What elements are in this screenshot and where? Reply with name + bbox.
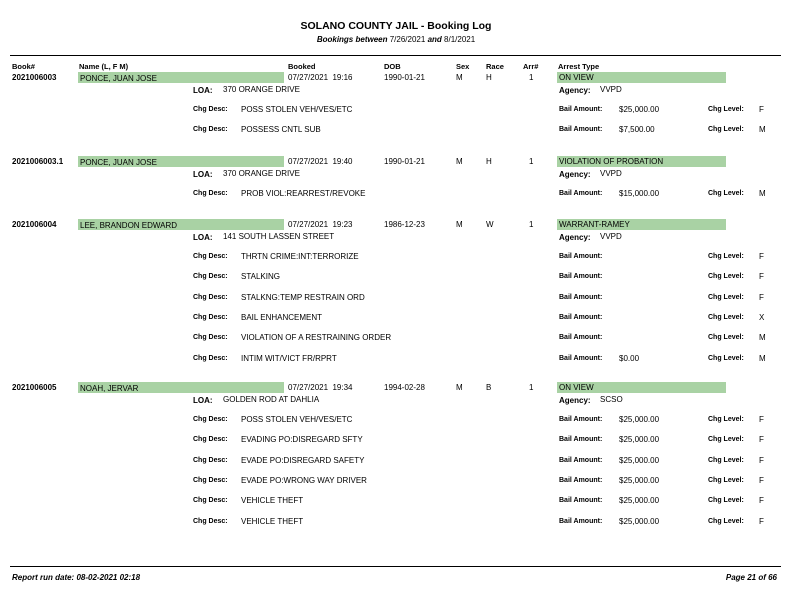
sex: M xyxy=(456,383,463,392)
charge-description: INTIM WIT/VICT FR/RPRT xyxy=(241,354,337,363)
charge-level: X xyxy=(759,313,765,322)
footer-rule xyxy=(10,566,781,567)
agency-value: VVPD xyxy=(600,232,622,241)
agency-value: VVPD xyxy=(600,169,622,178)
charge-description: PROB VIOL:REARREST/REVOKE xyxy=(241,189,366,198)
bail-amount: $25,000.00 xyxy=(619,496,660,505)
chg-desc-label: Chg Desc: xyxy=(193,518,228,525)
charge-description: BAIL ENHANCEMENT xyxy=(241,313,323,322)
book-number: 2021006003 xyxy=(12,73,57,82)
bail-amount-label: Bail Amount: xyxy=(559,273,603,280)
chg-level-label: Chg Level: xyxy=(708,334,744,341)
bail-amount-label: Bail Amount: xyxy=(559,126,603,133)
chg-desc-label: Chg Desc: xyxy=(193,436,228,443)
bail-amount: $15,000.00 xyxy=(619,189,660,198)
report-run-date: Report run date: 08-02-2021 02:18 xyxy=(12,573,141,582)
loa-label: LOA: xyxy=(193,396,213,405)
chg-desc-label: Chg Desc: xyxy=(193,253,228,260)
chg-desc-label: Chg Desc: xyxy=(193,477,228,484)
bail-amount-label: Bail Amount: xyxy=(559,294,603,301)
date-from: 7/26/2021 xyxy=(389,35,426,44)
col-name: Name (L, F M) xyxy=(79,62,129,71)
chg-level-label: Chg Level: xyxy=(708,253,744,260)
inmate-name: NOAH, JERVAR xyxy=(80,384,139,393)
bail-amount: $25,000.00 xyxy=(619,435,660,444)
charge-description: POSSESS CNTL SUB xyxy=(241,125,321,134)
chg-desc-label: Chg Desc: xyxy=(193,457,228,464)
race: H xyxy=(486,157,492,166)
chg-level-label: Chg Level: xyxy=(708,106,744,113)
arrest-number: 1 xyxy=(529,383,534,392)
agency-label: Agency: xyxy=(559,233,591,242)
sex: M xyxy=(456,220,463,229)
dob: 1994-02-28 xyxy=(384,383,425,392)
charge-level: F xyxy=(759,435,764,444)
bail-amount: $0.00 xyxy=(619,354,640,363)
charge-level: M xyxy=(759,333,766,342)
bail-amount-label: Bail Amount: xyxy=(559,190,603,197)
bail-amount: $25,000.00 xyxy=(619,476,660,485)
chg-desc-label: Chg Desc: xyxy=(193,497,228,504)
col-book: Book# xyxy=(12,62,35,71)
charge-description: POSS STOLEN VEH/VES/ETC xyxy=(241,415,353,424)
bail-amount-label: Bail Amount: xyxy=(559,416,603,423)
bail-amount-label: Bail Amount: xyxy=(559,106,603,113)
sex: M xyxy=(456,73,463,82)
chg-desc-label: Chg Desc: xyxy=(193,334,228,341)
race: W xyxy=(486,220,494,229)
bail-amount-label: Bail Amount: xyxy=(559,457,603,464)
loa-label: LOA: xyxy=(193,233,213,242)
booked-datetime: 07/27/2021 19:40 xyxy=(288,157,353,166)
booked-datetime: 07/27/2021 19:23 xyxy=(288,220,353,229)
chg-level-label: Chg Level: xyxy=(708,314,744,321)
charge-description: THRTN CRIME:INT:TERRORIZE xyxy=(241,252,359,261)
charge-description: EVADING PO:DISREGARD SFTY xyxy=(241,435,363,444)
col-sex: Sex xyxy=(456,62,470,71)
report-subtitle xyxy=(0,35,792,44)
chg-desc-label: Chg Desc: xyxy=(193,106,228,113)
chg-level-label: Chg Level: xyxy=(708,355,744,362)
charge-level: F xyxy=(759,496,764,505)
agency-label: Agency: xyxy=(559,170,591,179)
col-dob: DOB xyxy=(384,62,401,71)
booked-datetime: 07/27/2021 19:16 xyxy=(288,73,353,82)
chg-level-label: Chg Level: xyxy=(708,497,744,504)
chg-level-label: Chg Level: xyxy=(708,416,744,423)
charge-description: EVADE PO:WRONG WAY DRIVER xyxy=(241,476,367,485)
chg-level-label: Chg Level: xyxy=(708,477,744,484)
chg-level-label: Chg Level: xyxy=(708,126,744,133)
charge-level: M xyxy=(759,125,766,134)
bail-amount-label: Bail Amount: xyxy=(559,477,603,484)
sex: M xyxy=(456,157,463,166)
bail-amount-label: Bail Amount: xyxy=(559,334,603,341)
chg-desc-label: Chg Desc: xyxy=(193,314,228,321)
bail-amount-label: Bail Amount: xyxy=(559,355,603,362)
race: B xyxy=(486,383,492,392)
booked-datetime: 07/27/2021 19:34 xyxy=(288,383,353,392)
book-number: 2021006005 xyxy=(12,383,57,392)
charge-level: F xyxy=(759,105,764,114)
charge-level: F xyxy=(759,517,764,526)
loa-value: 141 SOUTH LASSEN STREET xyxy=(223,232,335,241)
charge-level: F xyxy=(759,293,764,302)
loa-label: LOA: xyxy=(193,170,213,179)
book-number: 2021006004 xyxy=(12,220,57,229)
col-booked: Booked xyxy=(288,62,316,71)
bail-amount: $25,000.00 xyxy=(619,456,660,465)
chg-desc-label: Chg Desc: xyxy=(193,190,228,197)
bail-amount: $25,000.00 xyxy=(619,415,660,424)
chg-desc-label: Chg Desc: xyxy=(193,294,228,301)
header-rule xyxy=(10,55,781,56)
charge-level: F xyxy=(759,476,764,485)
charge-level: F xyxy=(759,415,764,424)
chg-level-label: Chg Level: xyxy=(708,436,744,443)
bail-amount-label: Bail Amount: xyxy=(559,497,603,504)
inmate-name: PONCE, JUAN JOSE xyxy=(80,74,157,83)
chg-level-label: Chg Level: xyxy=(708,518,744,525)
agency-label: Agency: xyxy=(559,86,591,95)
agency-value: VVPD xyxy=(600,85,622,94)
loa-value: 370 ORANGE DRIVE xyxy=(223,169,300,178)
chg-level-label: Chg Level: xyxy=(708,273,744,280)
arrest-type: ON VIEW xyxy=(559,73,594,82)
chg-desc-label: Chg Desc: xyxy=(193,273,228,280)
charge-description: STALKNG:TEMP RESTRAIN ORD xyxy=(241,293,365,302)
charge-level: F xyxy=(759,456,764,465)
chg-desc-label: Chg Desc: xyxy=(193,355,228,362)
dob: 1990-01-21 xyxy=(384,73,425,82)
charge-description: VEHICLE THEFT xyxy=(241,496,304,505)
loa-label: LOA: xyxy=(193,86,213,95)
date-to: 8/1/2021 xyxy=(444,35,476,44)
arrest-number: 1 xyxy=(529,220,534,229)
chg-desc-label: Chg Desc: xyxy=(193,416,228,423)
subtitle-and: and xyxy=(427,35,442,44)
charge-description: POSS STOLEN VEH/VES/ETC xyxy=(241,105,353,114)
inmate-name: PONCE, JUAN JOSE xyxy=(80,158,157,167)
agency-label: Agency: xyxy=(559,396,591,405)
charge-level: F xyxy=(759,252,764,261)
charge-level: M xyxy=(759,354,766,363)
page-number: Page 21 of 66 xyxy=(725,573,777,582)
col-arrest-type: Arrest Type xyxy=(558,62,600,71)
inmate-name: LEE, BRANDON EDWARD xyxy=(80,221,178,230)
bail-amount: $7,500.00 xyxy=(619,125,655,134)
report-title: SOLANO COUNTY JAIL - Booking Log xyxy=(300,20,492,32)
agency-value: SCSO xyxy=(600,395,623,404)
arrest-number: 1 xyxy=(529,157,534,166)
bail-amount: $25,000.00 xyxy=(619,105,660,114)
charge-description: VEHICLE THEFT xyxy=(241,517,304,526)
charge-level: F xyxy=(759,272,764,281)
loa-value: 370 ORANGE DRIVE xyxy=(223,85,300,94)
book-number: 2021006003.1 xyxy=(12,157,64,166)
charge-description: VIOLATION OF A RESTRAINING ORDER xyxy=(241,333,392,342)
bail-amount-label: Bail Amount: xyxy=(559,436,603,443)
arrest-type: WARRANT-RAMEY xyxy=(559,220,630,229)
race: H xyxy=(486,73,492,82)
bail-amount-label: Bail Amount: xyxy=(559,253,603,260)
bail-amount-label: Bail Amount: xyxy=(559,518,603,525)
chg-level-label: Chg Level: xyxy=(708,294,744,301)
charge-level: M xyxy=(759,189,766,198)
chg-desc-label: Chg Desc: xyxy=(193,126,228,133)
arrest-type: VIOLATION OF PROBATION xyxy=(559,157,664,166)
col-arr: Arr# xyxy=(523,62,539,71)
loa-value: GOLDEN ROD AT DAHLIA xyxy=(223,395,320,404)
bail-amount: $25,000.00 xyxy=(619,517,660,526)
bail-amount-label: Bail Amount: xyxy=(559,314,603,321)
chg-level-label: Chg Level: xyxy=(708,190,744,197)
col-race: Race xyxy=(486,62,504,71)
charge-description: STALKING xyxy=(241,272,280,281)
chg-level-label: Chg Level: xyxy=(708,457,744,464)
charge-description: EVADE PO:DISREGARD SAFETY xyxy=(241,456,365,465)
arrest-number: 1 xyxy=(529,73,534,82)
subtitle-prefix: Bookings between xyxy=(316,35,388,44)
arrest-type: ON VIEW xyxy=(559,383,594,392)
dob: 1990-01-21 xyxy=(384,157,425,166)
dob: 1986-12-23 xyxy=(384,220,425,229)
